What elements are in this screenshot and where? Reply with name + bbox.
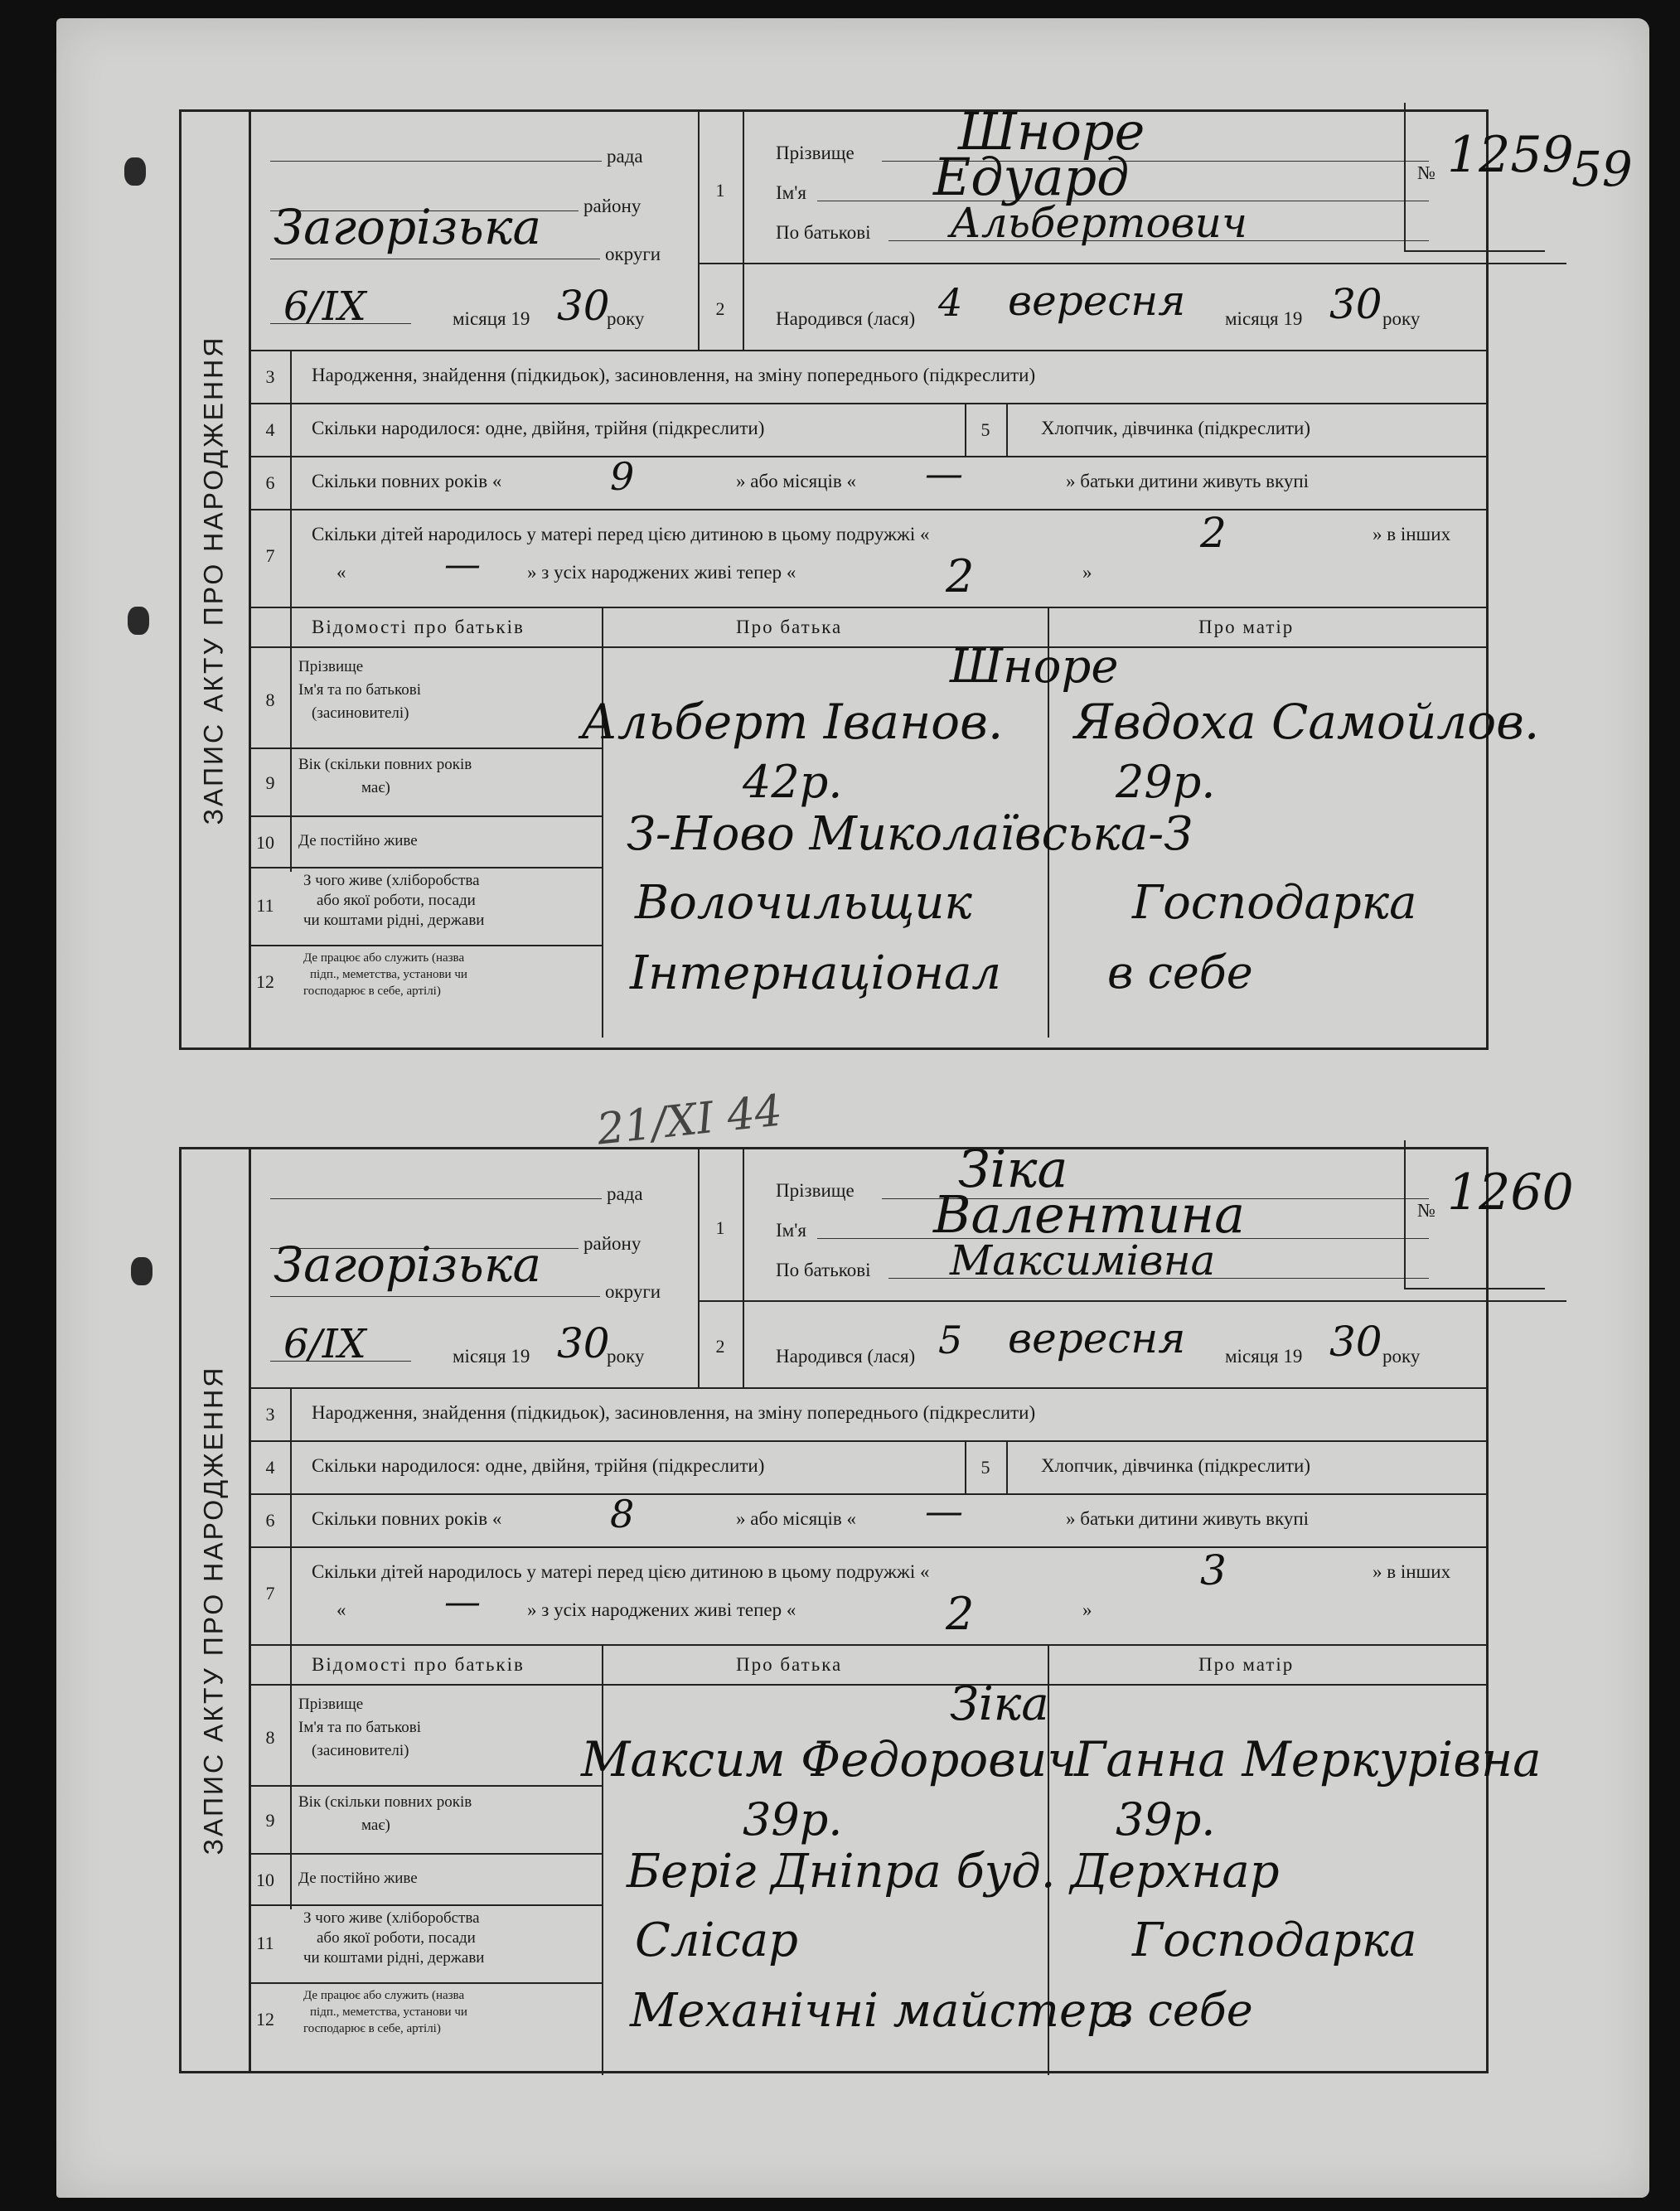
mother-workplace: в себе bbox=[1107, 1984, 1253, 2036]
reg-date-value: 6/IX bbox=[283, 283, 366, 330]
form-label: Де постійно живе bbox=[298, 1870, 418, 1887]
rule bbox=[249, 747, 602, 749]
punch-hole bbox=[128, 607, 149, 635]
district-value: Загорізька bbox=[274, 1236, 542, 1293]
district-value: Загорізька bbox=[274, 199, 542, 255]
margin-note: 21/XI 44 bbox=[594, 1086, 785, 1155]
reg-year-value: 30 bbox=[557, 1319, 610, 1367]
reg-number: 1259 bbox=[1447, 126, 1574, 184]
form-label: Де працює або служить (назва bbox=[303, 1989, 465, 2002]
form-label: Скільки повних років « bbox=[312, 471, 502, 491]
parents-surname: Зіка bbox=[950, 1677, 1049, 1731]
rule bbox=[743, 1147, 744, 1387]
rule bbox=[698, 263, 1566, 264]
form-label: Народження, знайдення (підкидьок), засиновлення, на зміну попереднього (підкреслити) bbox=[312, 365, 1036, 385]
form-label: Скільки дітей народилось у матері перед цією дитиною в цьому подружжі « bbox=[312, 1561, 930, 1582]
child-first-name: Валентина bbox=[933, 1184, 1246, 1245]
form-label: Скільки дітей народилось у матері перед цією дитиною в цьому подружжі « bbox=[312, 524, 930, 544]
years-together: 9 bbox=[610, 454, 635, 499]
rule bbox=[249, 646, 1489, 648]
rule bbox=[249, 1684, 1489, 1686]
rule bbox=[270, 161, 602, 162]
form-label: Прізвище bbox=[298, 658, 364, 675]
form-label: Про матір bbox=[1198, 1654, 1295, 1675]
form-label: району bbox=[583, 1233, 641, 1254]
form-label: » батьки дитини живуть вкупі bbox=[1066, 1508, 1310, 1529]
rule bbox=[602, 1644, 603, 2075]
father-occupation: Слісар bbox=[635, 1913, 799, 1967]
form-label: Про батька bbox=[736, 1654, 843, 1675]
form-label: Про батька bbox=[736, 617, 843, 637]
child-first-name: Едуард bbox=[933, 147, 1130, 207]
rule bbox=[249, 1387, 1489, 1389]
rule bbox=[290, 1387, 292, 1909]
form-label: Хлопчик, дівчинка (підкреслити) bbox=[1041, 418, 1311, 438]
punch-hole bbox=[124, 157, 146, 186]
form-label: « bbox=[336, 562, 346, 583]
row-number: 6 bbox=[265, 472, 275, 493]
row-number: 6 bbox=[265, 1510, 275, 1531]
row-number: 12 bbox=[256, 971, 274, 992]
months-together: — bbox=[925, 451, 963, 496]
children-alive: 2 bbox=[946, 550, 975, 602]
birth-year: 30 bbox=[1329, 1318, 1382, 1366]
form-label: Скільки повних років « bbox=[312, 1508, 502, 1529]
form-label: року bbox=[1382, 308, 1421, 329]
other-children: — bbox=[444, 1581, 481, 1623]
row-number: 3 bbox=[265, 366, 275, 387]
form-label: Прізвище bbox=[776, 143, 855, 163]
rule bbox=[249, 509, 1489, 510]
form-label: Про матір bbox=[1198, 617, 1295, 637]
form-label: Ім'я та по батькові bbox=[298, 681, 421, 699]
rule bbox=[249, 456, 1489, 457]
form-label: З чого живе (хліборобства bbox=[303, 1909, 480, 1927]
rule bbox=[698, 1300, 1566, 1302]
child-patronymic: Альбертович bbox=[950, 199, 1247, 247]
father-name: Альберт Іванов. bbox=[581, 694, 1004, 750]
row-number: 2 bbox=[715, 298, 725, 319]
residence: Беріг Дніпра буд. Дерхнар bbox=[627, 1845, 1280, 1899]
months-together: — bbox=[925, 1488, 963, 1533]
record-sidebar bbox=[179, 1147, 251, 2073]
punch-hole bbox=[131, 1257, 153, 1285]
row-number: 4 bbox=[265, 419, 275, 440]
row-number: 2 bbox=[715, 1336, 725, 1357]
form-label: Народився (лася) bbox=[776, 308, 916, 329]
form-label: « bbox=[336, 1599, 346, 1620]
form-label: місяця 19 bbox=[1225, 1346, 1303, 1367]
reg-date-value: 6/IX bbox=[283, 1321, 366, 1367]
record-title: ЗАПИС АКТУ ПРО НАРОДЖЕННЯ bbox=[198, 1365, 229, 1855]
form-label: або якої роботи, посади bbox=[317, 892, 476, 909]
children-alive: 2 bbox=[946, 1588, 975, 1640]
form-label: місяця 19 bbox=[453, 308, 530, 329]
rule bbox=[249, 403, 1489, 404]
form-label: Відомості про батьків bbox=[312, 1654, 525, 1675]
other-children: — bbox=[444, 544, 481, 586]
form-label: підп., меметства, установи чи bbox=[310, 968, 467, 981]
rule bbox=[1006, 1440, 1008, 1493]
rule bbox=[249, 1853, 602, 1855]
father-age: 39р. bbox=[743, 1793, 843, 1846]
form-label: підп., меметства, установи чи bbox=[310, 2005, 467, 2019]
form-label: » з усіх народжених живі тепер « bbox=[527, 1599, 796, 1620]
rule bbox=[249, 815, 602, 817]
form-label: (засиновителі) bbox=[312, 1742, 409, 1759]
row-number: 7 bbox=[265, 1583, 275, 1604]
rule bbox=[249, 1982, 602, 1984]
parents-surname: Шноре bbox=[950, 640, 1119, 694]
form-label: господарює в себе, артілі) bbox=[303, 2022, 441, 2035]
rule bbox=[965, 1440, 966, 1493]
father-workplace: Механічні майстер. bbox=[630, 1984, 1131, 2038]
form-label: » в інших bbox=[1373, 524, 1451, 544]
form-label: місяця 19 bbox=[453, 1346, 530, 1367]
form-label: Народження, знайдення (підкидьок), засиновлення, на зміну попереднього (підкреслити) bbox=[312, 1402, 1036, 1423]
form-label: округи bbox=[605, 1281, 661, 1302]
form-label: району bbox=[583, 196, 641, 216]
margin-number: 59 bbox=[1571, 141, 1633, 197]
form-label: має) bbox=[361, 779, 390, 796]
form-label: Вік (скільки повних років bbox=[298, 1793, 472, 1811]
child-surname: Шнорe bbox=[958, 101, 1145, 162]
row-number: 4 bbox=[265, 1457, 275, 1478]
rule bbox=[249, 1644, 1489, 1646]
row-number: 10 bbox=[256, 1870, 274, 1890]
mother-name: Явдоха Самойлов. bbox=[1074, 694, 1540, 750]
rule bbox=[602, 607, 603, 1038]
form-label: З чого живе (хліборобства bbox=[303, 872, 480, 889]
form-label: № bbox=[1417, 162, 1436, 183]
form-label: » bbox=[1082, 562, 1092, 583]
rule bbox=[249, 945, 602, 946]
form-label: Де постійно живе bbox=[298, 832, 418, 849]
mother-occupation: Господарка bbox=[1132, 1913, 1417, 1967]
birth-day: 5 bbox=[938, 1318, 963, 1362]
form-label: чи коштами рідні, держави bbox=[303, 1949, 485, 1967]
rule bbox=[270, 1198, 602, 1199]
residence: З-Ново Миколаївська-З bbox=[627, 807, 1193, 861]
form-label: місяця 19 bbox=[1225, 308, 1303, 329]
form-label: » bbox=[1082, 1599, 1092, 1620]
children-before: 3 bbox=[1200, 1546, 1227, 1594]
mother-age: 39р. bbox=[1116, 1793, 1216, 1846]
rule bbox=[249, 607, 1489, 608]
form-label: » або місяців « bbox=[736, 471, 856, 491]
reg-year-value: 30 bbox=[557, 282, 610, 330]
row-number: 5 bbox=[980, 419, 990, 440]
rule bbox=[290, 350, 292, 872]
rule bbox=[965, 403, 966, 456]
birth-record-1 bbox=[179, 101, 1574, 1050]
form-label: Ім'я та по батькові bbox=[298, 1719, 421, 1736]
record-sidebar bbox=[179, 109, 251, 1050]
form-label: Відомості про батьків bbox=[312, 617, 525, 637]
rule bbox=[698, 1147, 700, 1387]
form-label: (засиновителі) bbox=[312, 704, 409, 722]
rule bbox=[698, 109, 700, 350]
row-number: 1 bbox=[715, 1217, 725, 1238]
form-label: рада bbox=[607, 146, 643, 167]
birth-day: 4 bbox=[938, 280, 963, 325]
form-label: Ім'я bbox=[776, 182, 806, 203]
form-label: Прізвище bbox=[776, 1180, 855, 1201]
mother-occupation: Господарка bbox=[1132, 876, 1417, 930]
children-before: 2 bbox=[1200, 509, 1227, 557]
form-label: року bbox=[1382, 1346, 1421, 1367]
mother-age: 29р. bbox=[1116, 756, 1216, 808]
birth-year: 30 bbox=[1329, 280, 1382, 328]
rule bbox=[249, 1904, 602, 1906]
row-number: 1 bbox=[715, 180, 725, 201]
rule bbox=[743, 109, 744, 350]
form-label: Народився (лася) bbox=[776, 1346, 916, 1367]
rule bbox=[1006, 403, 1008, 456]
form-label: чи коштами рідні, держави bbox=[303, 912, 485, 929]
form-label: По батькові bbox=[776, 222, 871, 243]
rule bbox=[249, 867, 602, 868]
form-label: По батькові bbox=[776, 1260, 871, 1280]
form-label: має) bbox=[361, 1817, 390, 1834]
rule bbox=[249, 1440, 1489, 1442]
birth-month: вересня bbox=[1008, 1314, 1186, 1362]
form-label: року bbox=[607, 1346, 645, 1367]
rule bbox=[249, 1785, 602, 1787]
form-label: » батьки дитини живуть вкупі bbox=[1066, 471, 1310, 491]
form-label: року bbox=[607, 308, 645, 329]
child-patronymic: Максимівна bbox=[950, 1236, 1216, 1285]
mother-workplace: в себе bbox=[1107, 946, 1253, 999]
form-label: округи bbox=[605, 244, 661, 264]
rule bbox=[249, 1493, 1489, 1495]
form-label: Хлопчик, дівчинка (підкреслити) bbox=[1041, 1455, 1311, 1476]
record-title: ЗАПИС АКТУ ПРО НАРОДЖЕННЯ bbox=[198, 335, 229, 825]
row-number: 7 bbox=[265, 545, 275, 566]
row-number: 11 bbox=[256, 1933, 274, 1953]
years-together: 8 bbox=[610, 1492, 635, 1536]
row-number: 10 bbox=[256, 832, 274, 853]
mother-name: Ганна Меркурівна bbox=[1074, 1731, 1542, 1788]
father-occupation: Волочильщик bbox=[635, 876, 972, 930]
form-label: Де працює або служить (назва bbox=[303, 951, 465, 965]
form-label: рада bbox=[607, 1183, 643, 1204]
form-label: Скільки народилося: одне, двійня, трійня (підкреслити) bbox=[312, 418, 765, 438]
form-label: » або місяців « bbox=[736, 1508, 856, 1529]
birth-month: вересня bbox=[1008, 277, 1186, 325]
child-surname: Зіка bbox=[958, 1139, 1068, 1199]
rule bbox=[249, 350, 1489, 351]
birth-record-2 bbox=[179, 1139, 1574, 2073]
row-number: 3 bbox=[265, 1404, 275, 1425]
father-name: Максим Федорович bbox=[581, 1731, 1077, 1788]
form-label: Вік (скільки повних років bbox=[298, 756, 472, 773]
row-number: 12 bbox=[256, 2009, 274, 2030]
reg-number: 1260 bbox=[1447, 1164, 1574, 1222]
rule bbox=[270, 1296, 600, 1297]
form-label: або якої роботи, посади bbox=[317, 1929, 476, 1947]
father-workplace: Інтернаціонал bbox=[630, 946, 1001, 1000]
row-number: 9 bbox=[265, 772, 275, 793]
row-number: 9 bbox=[265, 1810, 275, 1831]
form-label: Скільки народилося: одне, двійня, трійня (підкреслити) bbox=[312, 1455, 765, 1476]
form-label: » з усіх народжених живі тепер « bbox=[527, 562, 796, 583]
row-number: 5 bbox=[980, 1457, 990, 1478]
form-label: Ім'я bbox=[776, 1220, 806, 1241]
father-age: 42р. bbox=[743, 756, 843, 808]
form-label: » в інших bbox=[1373, 1561, 1451, 1582]
row-number: 8 bbox=[265, 1727, 275, 1748]
form-label: Прізвище bbox=[298, 1696, 364, 1713]
row-number: 11 bbox=[256, 895, 274, 916]
form-label: № bbox=[1417, 1200, 1436, 1221]
rule bbox=[249, 1546, 1489, 1548]
row-number: 8 bbox=[265, 689, 275, 710]
form-label: господарює в себе, артілі) bbox=[303, 985, 441, 998]
